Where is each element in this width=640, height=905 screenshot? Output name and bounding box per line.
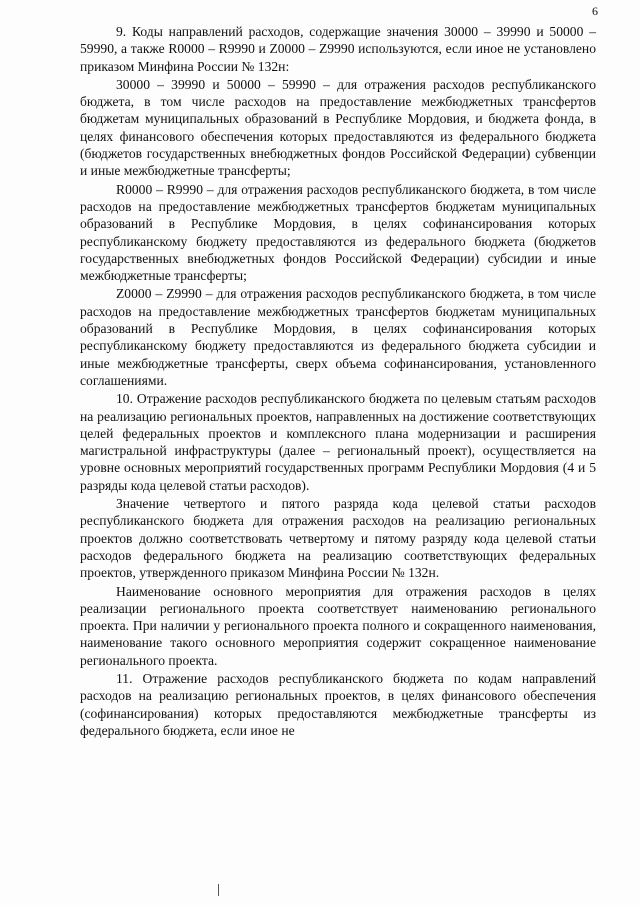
paragraph-codes-30000-50000: 30000 – 39990 и 50000 – 59990 – для отражения расходов республиканского бюджета, в том числе расходов на предоставление межбюджетных трансфертов бюджетам муниципальных образований в Республике Мордовия, и бюджета фонда, в целях финансового обеспечения которых предоставляются из федерального бюджета (бюджетов государственных внебюджетных фондов Российской Федерации) субвенции и иные межбюджетные трансферты;: [80, 76, 596, 179]
paragraph-codes-r: R0000 – R9990 – для отражения расходов республиканского бюджета, в том числе расходов на предоставление межбюджетных трансфертов бюджетам муниципальных образований в Республике Мордовия, в целях софинансирования которых республиканскому бюджету предоставляются из федерального бюджета (бюджетов государственных внебюджетных фондов Российской Федерации) субсидии и иные межбюджетные трансферты;: [80, 181, 596, 284]
paragraph-item-11: 11. Отражение расходов республиканского бюджета по кодам направлений расходов на реализацию региональных проектов, в целях финансового обеспечения (софинансирования) которых предоставляются межбюджетные трансферты из федерального бюджета, если иное не: [80, 670, 596, 738]
page-number: 6: [592, 4, 598, 18]
page-edge-mark: [218, 884, 219, 896]
paragraph-codes-z: Z0000 – Z9990 – для отражения расходов республиканского бюджета, в том числе расходов на предоставление межбюджетных трансфертов бюджетам муниципальных образований в Республике Мордовия, в целях софинансирования которых республиканскому бюджету предоставляются из федерального бюджета субсидии и иные межбюджетные трансферты, сверх объема софинансирования, установленного соглашениями.: [80, 286, 596, 388]
paragraph-event-name: Наименование основного мероприятия для отражения расходов в целях реализации регионального проекта соответствует наименованию регионального проекта. При наличии у регионального проекта полного и сокращенного наименования, наименование такого основного мероприятия содержит сокращенное наименование регионального проекта.: [80, 583, 596, 668]
paragraph-digit-values: Значение четвертого и пятого разряда кода целевой статьи расходов республиканского бюджета для отражения расходов на реализацию региональных проектов должно соответствовать четвертому и пятому разряду кода целевой статьи расходов федерального бюджета на реализацию соответствующих федеральных проектов, утвержденного приказом Минфина России № 132н.: [80, 496, 596, 581]
document-body: [80, 23, 596, 739]
paragraph-item-10: 10. Отражение расходов республиканского бюджета по целевым статьям расходов на реализацию региональных проектов, направленных на достижение соответствующих целей федеральных проектов и комплексного плана модернизации и расширения магистральной инфраструктуры (далее – региональный проект), осуществляется на уровне основных мероприятий государственных программ Республики Мордовия (4 и 5 разряды кода целевой статьи расходов).: [80, 391, 596, 493]
paragraph-item-9: 9. Коды направлений расходов, содержащие значения 30000 – 39990 и 50000 – 59990, а также R0000 – R9990 и Z0000 – Z9990 используются, если иное не установлено приказом Минфина России № 132н:: [80, 24, 596, 74]
